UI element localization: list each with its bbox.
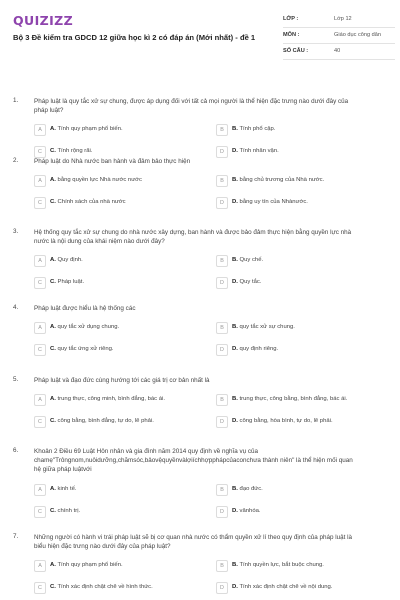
- option-letter-box: D: [216, 197, 228, 209]
- option-content: Tính phổ cập.: [239, 126, 276, 133]
- option-content: Tính rộng rãi.: [57, 148, 93, 155]
- answer-option-c[interactable]: [34, 506, 202, 519]
- option-letter-box: B: [216, 322, 228, 334]
- option-label: A.: [50, 126, 56, 133]
- option-letter-box: C: [34, 506, 46, 518]
- answer-option-d[interactable]: [216, 506, 384, 519]
- answer-option-b[interactable]: [216, 322, 384, 335]
- meta-row-count: [283, 44, 395, 60]
- question-line: Khoản 2 Điều 69 Luật Hôn nhân và gia đình năm 2014 quy định về nghĩa vụ của: [34, 448, 259, 455]
- option-letter-box: B: [216, 124, 228, 136]
- option-label: B.: [232, 562, 238, 569]
- option-letter-box: B: [216, 394, 228, 406]
- option-content: trung thực, công minh, bình đẳng, bác ái.: [57, 396, 165, 403]
- option-text: [232, 396, 347, 402]
- option-label: C.: [50, 584, 56, 591]
- option-label: C.: [50, 507, 56, 514]
- question-line: Pháp luật là quy tắc xử sự chung, được áp dụng đối với tất cả mọi người là thể hiện đặc trưng nào dưới đây của: [34, 98, 349, 105]
- question-line: biểu hiện đặc trưng nào dưới đây của pháp luật?: [34, 543, 171, 551]
- option-label: C.: [50, 346, 56, 353]
- option-letter-box: A: [34, 322, 46, 334]
- meta-value: Giáo dục công dân: [334, 32, 381, 38]
- option-letter-box: B: [216, 175, 228, 187]
- answer-option-c[interactable]: [34, 582, 202, 595]
- option-content: Tính nhân vận.: [239, 148, 279, 155]
- option-label: B.: [232, 324, 238, 331]
- option-text: [232, 346, 278, 352]
- option-letter-box: C: [34, 197, 46, 209]
- option-letter-box: B: [216, 484, 228, 496]
- option-text: [232, 148, 279, 154]
- option-content: kinh tế.: [57, 485, 77, 492]
- option-text: [232, 486, 263, 492]
- question-line: Hệ thống quy tắc xử sự chung do nhà nước xây dựng, ban hành và được bảo đảm thực hiện bằng quyền lực nhà: [34, 229, 352, 236]
- answer-option-a[interactable]: [34, 175, 202, 188]
- question-line: pháp luật?: [34, 107, 64, 115]
- option-content: Tính xác định chặt chẽ về nội dung.: [239, 584, 333, 591]
- option-text: [50, 177, 142, 183]
- answer-option-a[interactable]: [34, 322, 202, 335]
- meta-row-subject: [283, 28, 395, 44]
- option-label: B.: [232, 257, 238, 264]
- question-text: [34, 376, 356, 385]
- question-number: 1.: [13, 97, 19, 104]
- option-letter-box: C: [34, 416, 46, 428]
- question-text: [34, 304, 356, 313]
- option-label: D.: [232, 199, 238, 206]
- option-label: D.: [232, 346, 238, 353]
- option-content: quy tắc xử sự chung.: [239, 324, 295, 331]
- option-text: [232, 562, 324, 568]
- answer-option-d[interactable]: [216, 344, 384, 357]
- meta-key: MÔN :: [283, 32, 300, 38]
- meta-table: [283, 12, 395, 60]
- option-letter-box: C: [34, 582, 46, 594]
- option-label: C.: [50, 418, 56, 425]
- question-line: Pháp luật được hiểu là hệ thống các: [34, 305, 136, 312]
- answer-option-c[interactable]: [34, 197, 202, 210]
- option-text: [50, 324, 119, 330]
- option-text: [232, 126, 275, 132]
- option-content: đạo đức.: [239, 485, 263, 492]
- option-label: B.: [232, 177, 238, 184]
- answer-option-b[interactable]: [216, 255, 384, 268]
- option-content: bằng chủ trương của Nhà nước.: [239, 177, 325, 184]
- answer-option-c[interactable]: [34, 277, 202, 290]
- option-label: C.: [50, 199, 56, 206]
- answer-option-b[interactable]: [216, 124, 384, 137]
- document-title: Bộ 3 Đề kiểm tra GDCD 12 giữa học kì 2 có đáp án (Mới nhất) - đề 1: [13, 33, 256, 42]
- option-text: [50, 418, 154, 424]
- option-content: Tính quy phạm phổ biến.: [57, 562, 123, 569]
- option-text: [50, 562, 123, 568]
- option-letter-box: C: [34, 344, 46, 356]
- answer-option-c[interactable]: [34, 416, 202, 429]
- question-number: 4.: [13, 304, 19, 311]
- option-letter-box: D: [216, 416, 228, 428]
- option-text: [232, 418, 333, 424]
- option-text: [232, 199, 308, 205]
- option-letter-box: B: [216, 560, 228, 572]
- option-text: [232, 324, 295, 330]
- option-text: [50, 279, 84, 285]
- option-letter-box: B: [216, 255, 228, 267]
- option-letter-box: D: [216, 146, 228, 158]
- option-content: bằng quyền lực Nhà nước nước: [57, 177, 142, 184]
- answer-option-a[interactable]: [34, 394, 202, 407]
- question-text: [34, 447, 356, 475]
- option-content: chính trị.: [57, 507, 81, 514]
- option-content: Chính sách của nhà nước: [57, 199, 126, 206]
- option-letter-box: A: [34, 394, 46, 406]
- option-text: [232, 508, 261, 514]
- answer-option-b[interactable]: [216, 394, 384, 407]
- answer-option-b[interactable]: [216, 484, 384, 497]
- answer-option-d[interactable]: [216, 197, 384, 210]
- answer-option-a[interactable]: [34, 255, 202, 268]
- answer-option-a[interactable]: [34, 124, 202, 137]
- meta-value: 40: [334, 48, 341, 54]
- question-number: 7.: [13, 533, 19, 540]
- option-label: B.: [232, 396, 238, 403]
- option-label: D.: [232, 418, 238, 425]
- question-line: chamẹ"Trôngnom,nuôidưỡng,chămsóc,bảovệquyềnvàlợiíchhợpphápcủaconchưa thành niên" là thể hiện mối quan: [34, 457, 353, 465]
- option-text: [50, 257, 83, 263]
- quizizz-logo: QUIZIZZ: [13, 13, 74, 28]
- option-text: [50, 148, 92, 154]
- option-letter-box: A: [34, 560, 46, 572]
- option-text: [50, 584, 153, 590]
- option-label: A.: [50, 177, 56, 184]
- question-line: hệ giữa pháp luậtvới: [34, 466, 92, 474]
- option-content: vănhóa.: [239, 507, 261, 514]
- option-letter-box: A: [34, 175, 46, 187]
- option-label: D.: [232, 148, 238, 155]
- option-label: A.: [50, 257, 56, 264]
- option-text: [50, 199, 126, 205]
- option-content: Tính quy phạm phổ biến.: [57, 126, 123, 133]
- question-text: [34, 228, 356, 246]
- option-content: Pháp luật.: [57, 279, 85, 286]
- option-letter-box: D: [216, 277, 228, 289]
- option-text: [232, 177, 324, 183]
- question-text: [34, 157, 356, 166]
- option-content: Tính quyền lực, bắt buộc chung.: [239, 562, 324, 569]
- option-letter-box: D: [216, 582, 228, 594]
- option-label: B.: [232, 126, 238, 133]
- option-text: [50, 346, 114, 352]
- option-label: C.: [50, 279, 56, 286]
- option-content: quy tắc ứng xử riêng.: [57, 346, 114, 353]
- option-letter-box: A: [34, 124, 46, 136]
- question-number: 5.: [13, 376, 19, 383]
- option-label: D.: [232, 507, 238, 514]
- question-line: nước là nội dung của khái niệm nào dưới đây?: [34, 238, 165, 246]
- option-content: trung thực, công bằng, bình đẳng, bác ái.: [239, 396, 348, 403]
- option-text: [50, 486, 77, 492]
- option-letter-box: D: [216, 344, 228, 356]
- option-text: [50, 396, 165, 402]
- option-content: bằng uy tín của Nhànước.: [239, 199, 308, 206]
- option-letter-box: C: [34, 146, 46, 158]
- answer-option-b[interactable]: [216, 175, 384, 188]
- question-number: 3.: [13, 228, 19, 235]
- question-number: 6.: [13, 447, 19, 454]
- answer-option-d[interactable]: [216, 277, 384, 290]
- option-letter-box: D: [216, 506, 228, 518]
- answer-option-d[interactable]: [216, 582, 384, 595]
- option-label: A.: [50, 396, 56, 403]
- meta-row-class: [283, 12, 395, 28]
- option-text: [232, 584, 332, 590]
- answer-option-c[interactable]: [34, 344, 202, 357]
- option-label: D.: [232, 584, 238, 591]
- answer-option-d[interactable]: [216, 416, 384, 429]
- option-content: công bằng, bình đẳng, tự do, lẽ phải.: [57, 418, 154, 425]
- option-label: D.: [232, 279, 238, 286]
- question-line: Pháp luật do Nhà nước ban hành và đảm bảo thực hiện: [34, 158, 191, 165]
- option-text: [232, 257, 263, 263]
- option-content: công bằng, hòa bình, tự do, lẽ phải.: [239, 418, 333, 425]
- option-label: C.: [50, 148, 56, 155]
- option-label: A.: [50, 562, 56, 569]
- option-content: Quy tắc.: [239, 279, 262, 286]
- option-content: Quy chế.: [239, 257, 264, 264]
- question-text: [34, 533, 356, 551]
- option-letter-box: A: [34, 255, 46, 267]
- answer-option-b[interactable]: [216, 560, 384, 573]
- option-content: quy tắc xử dụng chung.: [57, 324, 120, 331]
- option-content: Tính xác định chặt chẽ về hình thức.: [57, 584, 153, 591]
- option-content: quy định riêng.: [239, 346, 279, 353]
- option-text: [50, 508, 80, 514]
- question-line: Pháp luật và đạo đức cùng hướng tới các giá trị cơ bản nhất là: [34, 377, 210, 384]
- option-text: [232, 279, 261, 285]
- question-text: [34, 97, 356, 115]
- option-letter-box: A: [34, 484, 46, 496]
- meta-key: LỚP :: [283, 16, 299, 22]
- question-line: Những người có hành vi trái pháp luật sẽ bị cơ quan nhà nước có thẩm quyền xử lí theo quy định của pháp luật là: [34, 534, 353, 541]
- option-content: Quy định.: [57, 257, 83, 264]
- question-number: 2.: [13, 157, 19, 164]
- answer-option-a[interactable]: [34, 484, 202, 497]
- option-label: A.: [50, 485, 56, 492]
- option-label: A.: [50, 324, 56, 331]
- meta-value: Lớp 12: [334, 16, 352, 22]
- meta-key: SỐ CÂU :: [283, 48, 309, 54]
- option-text: [50, 126, 123, 132]
- page-header: [0, 0, 400, 66]
- answer-option-a[interactable]: [34, 560, 202, 573]
- option-label: B.: [232, 485, 238, 492]
- option-letter-box: C: [34, 277, 46, 289]
